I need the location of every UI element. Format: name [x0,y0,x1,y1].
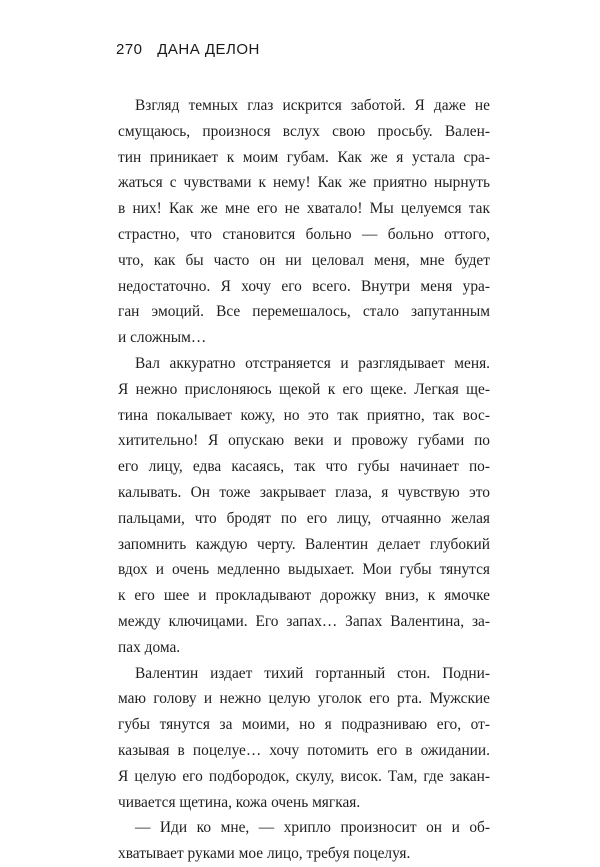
page-number: 270 [116,41,143,58]
text-line: страстно, что становится больно — больно оттого, [118,225,490,243]
text-line: хватывает руками мое лицо, требуя поцелуя. [118,845,411,863]
text-line: Валентин издает тихий гортанный стон. Подни- [135,664,490,682]
author-name: ДАНА ДЕЛОН [157,41,260,58]
paragraph-1 [118,93,490,351]
text-line: чивается щетина, кожа очень мягкая. [118,793,361,811]
running-head [116,41,260,58]
text-line: калывать. Он тоже закрывает глаза, я чувствую это [118,483,490,501]
text-line: Я целую его подбородок, скулу, висок. Там, где закан- [118,767,490,785]
text-line: к его шее и прокладывают дорожку вниз, к ямочке [118,587,490,605]
text-line: Я нежно прислоняюсь щекой к его щеке. Легкая ще- [118,380,490,398]
text-line: недостаточно. Я хочу его всего. Внутри меня ура- [118,277,490,295]
text-line: Взгляд темных глаз искрится заботой. Я даже не [135,97,490,114]
text-line: и сложным… [118,329,207,347]
text-line: тина покалывает кожу, но это так приятно, так вос- [118,406,490,424]
paragraph-3 [118,661,490,816]
text-line: между ключицами. Его запах… Запах Валентина, за- [118,612,490,630]
text-line: — Иди ко мне, — хрипло произносит он и об- [135,819,490,837]
text-line: что, как бы часто он ни целовал меня, мне будет [118,251,490,269]
text-line: смущаюсь, произнося вслух свою просьбу. Вален- [118,122,490,140]
text-line: хитительно! Я опускаю веки и провожу губами по [118,432,490,450]
paragraph-4 [118,815,490,867]
text-line: жаться с чувствами к нему! Как же приятно нырнуть [118,174,490,192]
text-line: казывая в поцелуе… хочу потомить его в ожидании. [118,741,490,759]
text-line: пальцами, что бродят по его лицу, отчаянно желая [118,509,490,527]
body-text [118,93,490,867]
text-line: вдох и очень медленно выдыхает. Мои губы тянутся [118,561,490,579]
text-line: в них! Как же мне его не хватало! Мы целуемся так [118,200,490,218]
text-line: губы тянутся за моими, но я подразниваю его, от- [118,716,490,734]
text-line: пах дома. [118,638,181,656]
text-line: ган эмоций. Все перемешалось, стало запутанным [118,303,490,321]
text-line: маю голову и нежно целую уголок его рта. Мужские [118,690,490,708]
text-line: Вал аккуратно отстраняется и разглядывает меня. [135,354,490,372]
text-line: тин приникает к моим губам. Как же я устала сра- [118,148,490,166]
text-line: запомнить каждую черту. Валентин делает глубокий [118,535,490,553]
paragraph-2 [118,351,490,661]
text-line: его лицу, едва касаясь, так что губы начинает по- [118,458,490,476]
